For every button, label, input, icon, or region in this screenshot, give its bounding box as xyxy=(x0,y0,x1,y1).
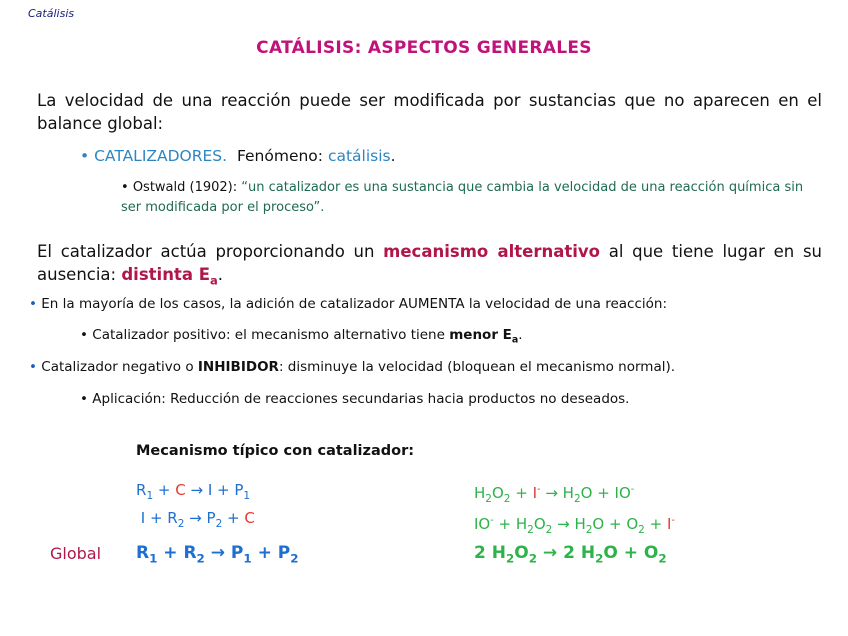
phenomenon-period: . xyxy=(390,147,396,165)
bullet-aplicacion: • Aplicación: Reducción de reacciones secundarias hacia productos no deseados. xyxy=(80,391,630,407)
ostwald-quote: “un catalizador es una sustancia que cambia la velocidad de una reacción química sin ser modificada por el proceso”. xyxy=(121,180,804,215)
distinct-ea: distinta $E_a$ xyxy=(121,265,218,288)
mechanism-paragraph xyxy=(37,240,822,292)
bullet-dot: • xyxy=(80,147,90,165)
menor-ea: menor $E_a$ xyxy=(449,327,519,346)
peroxide-mechanism xyxy=(474,479,675,541)
mechanism-text-after: al que tiene lugar en su ausencia: xyxy=(37,242,822,284)
slide-header: Catálisis xyxy=(28,7,75,20)
mechanism-highlight: mecanismo alternativo xyxy=(383,242,600,261)
ostwald-author: Ostwald (1902): xyxy=(132,180,238,195)
bullet-positivo: • Catalizador positivo: el mecanismo alternativo tiene menor $E_a$. xyxy=(80,327,523,346)
generic-mechanism xyxy=(136,479,255,535)
global-label: Global xyxy=(50,544,102,563)
mechanism-text: El catalizador actúa proporcionando un xyxy=(37,242,375,261)
catalizadores-bullet xyxy=(80,147,396,165)
inhibidor-term: INHIBIDOR xyxy=(197,359,279,375)
peroxide-step-1: $H_2O_2 + I^- \to H_2O + IO^-$ xyxy=(474,484,635,505)
catalizadores-term: CATALIZADORES. xyxy=(94,147,228,165)
mechanism-title: Mecanismo típico con catalizador: xyxy=(136,443,415,459)
phenomenon-value: catálisis xyxy=(327,147,391,165)
phenomenon-label: Fenómeno: xyxy=(236,147,324,165)
global-peroxide-reaction: 2 $H_2O_2 \to 2$ $H_2O + O_2$ xyxy=(474,543,667,566)
slide-title: CATÁLISIS: ASPECTOS GENERALES xyxy=(256,38,592,58)
ostwald-dot: • xyxy=(121,180,129,195)
ostwald-definition xyxy=(121,178,821,218)
global-generic-reaction: $R_1 + R_2 \to P_1 + P_2$ xyxy=(136,543,299,566)
mech-step-2: $I + R_2 \to P_2 + C$ xyxy=(136,509,255,530)
bullet-aumenta: • En la mayoría de los casos, la adición de catalizador AUMENTA la velocidad de una reacción: xyxy=(29,296,667,312)
mech-step-1: $R_1 + C \to I + P_1$ xyxy=(136,481,251,502)
intro-paragraph: La velocidad de una reacción puede ser modificada por sustancias que no aparecen en el balance global: xyxy=(37,91,822,133)
mechanism-period: . xyxy=(217,265,224,284)
peroxide-step-2: $IO^- + H_2O_2 \to H_2O + O_2 + I^-$ xyxy=(474,515,675,536)
bullet-inhibidor: • Catalizador negativo o INHIBIDOR: disminuye la velocidad (bloquean el mecanismo normal). xyxy=(29,359,676,375)
